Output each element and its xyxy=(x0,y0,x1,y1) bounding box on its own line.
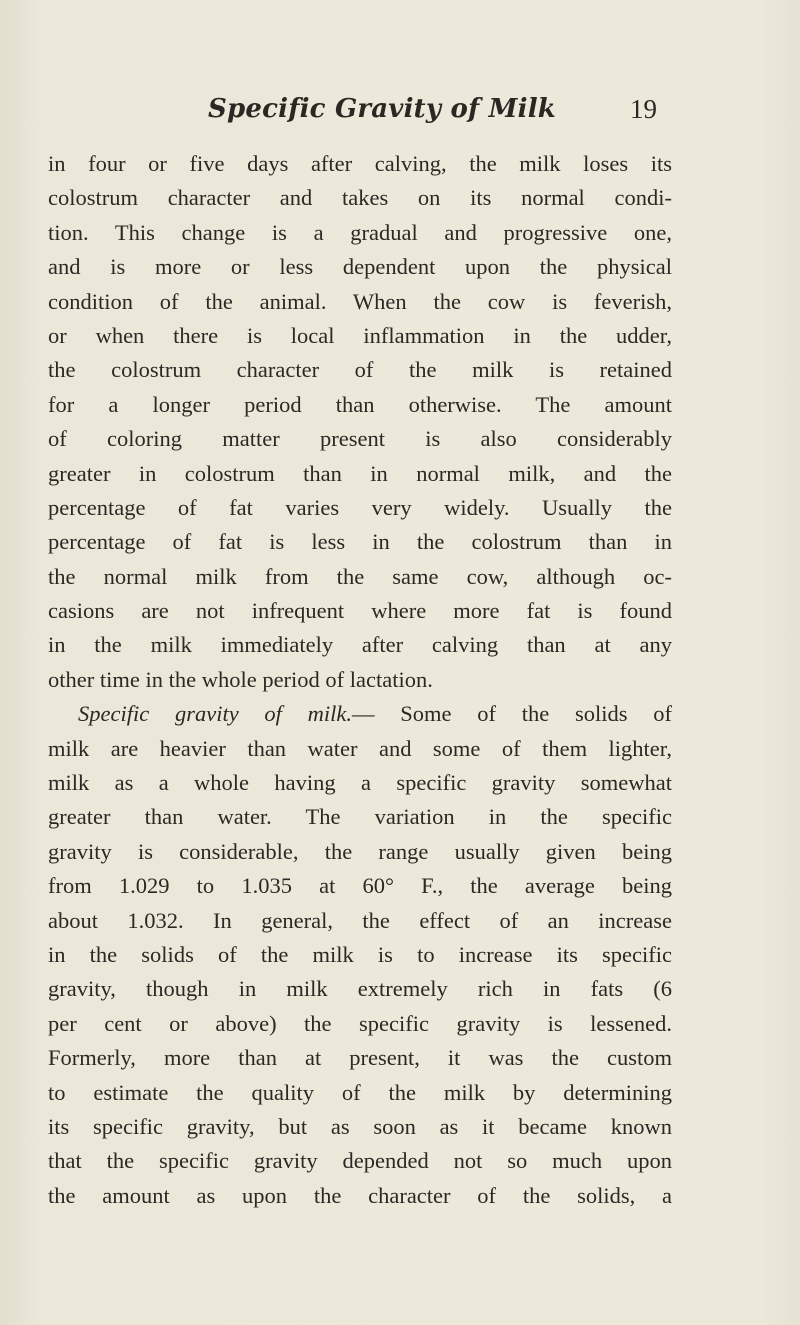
text-line: or when there is local inflammation in the udder, xyxy=(48,322,672,348)
text-line: colostrum character and takes on its normal condi- xyxy=(48,185,672,211)
body-text xyxy=(48,147,672,1213)
text-line: from 1.029 to 1.035 at 60° F., the average being xyxy=(48,873,672,899)
text-line: Formerly, more than at present, it was the custom xyxy=(48,1045,672,1071)
text-line: for a longer period than otherwise. The amount xyxy=(48,391,672,417)
text-line xyxy=(48,697,672,731)
text-line: to estimate the quality of the milk by determining xyxy=(48,1079,672,1105)
text-line: gravity is considerable, the range usually given being xyxy=(48,838,672,864)
section-heading: Specific gravity of milk. xyxy=(78,701,353,727)
text-line: other time in the whole period of lactation. xyxy=(48,666,433,692)
text-line: in the solids of the milk is to increase its specific xyxy=(48,941,672,967)
paragraph-colostrum xyxy=(48,147,672,697)
text-line: gravity, though in milk extremely rich in fats (6 xyxy=(48,976,672,1002)
text-line: tion. This change is a gradual and progressive one, xyxy=(48,219,672,245)
text-line: condition of the animal. When the cow is feverish, xyxy=(48,288,672,314)
text-line: greater in colostrum than in normal milk, and the xyxy=(48,460,672,486)
running-title: Specific Gravity of Milk xyxy=(208,94,556,124)
text-line: the amount as upon the character of the solids, a xyxy=(48,1182,672,1208)
text-line: in the milk immediately after calving than at any xyxy=(48,632,672,658)
text-line: percentage of fat varies very widely. Usually the xyxy=(48,494,672,520)
text-line: about 1.032. In general, the effect of an increase xyxy=(48,907,672,933)
text-line: casions are not infrequent where more fat is found xyxy=(48,598,672,624)
text-line: the normal milk from the same cow, although oc- xyxy=(48,563,672,589)
page-number: 19 xyxy=(630,94,657,124)
heading-continuation: — Some of the solids of xyxy=(352,701,672,727)
text-line: its specific gravity, but as soon as it became known xyxy=(48,1113,672,1139)
text-line: greater than water. The variation in the specific xyxy=(48,804,672,830)
text-line: the colostrum character of the milk is retained xyxy=(48,357,672,383)
text-line: per cent or above) the specific gravity is lessened. xyxy=(48,1010,672,1036)
running-head xyxy=(0,94,800,134)
text-line: percentage of fat is less in the colostrum than in xyxy=(48,529,672,555)
text-line: milk as a whole having a specific gravity somewhat xyxy=(48,770,672,796)
text-line: and is more or less dependent upon the physical xyxy=(48,254,672,280)
text-line: that the specific gravity depended not so much upon xyxy=(48,1148,672,1174)
paragraph-specific-gravity xyxy=(48,697,672,1213)
text-line: milk are heavier than water and some of them lighter, xyxy=(48,735,672,761)
text-line: in four or five days after calving, the milk loses its xyxy=(48,151,672,176)
text-line: of coloring matter present is also considerably xyxy=(48,426,672,452)
